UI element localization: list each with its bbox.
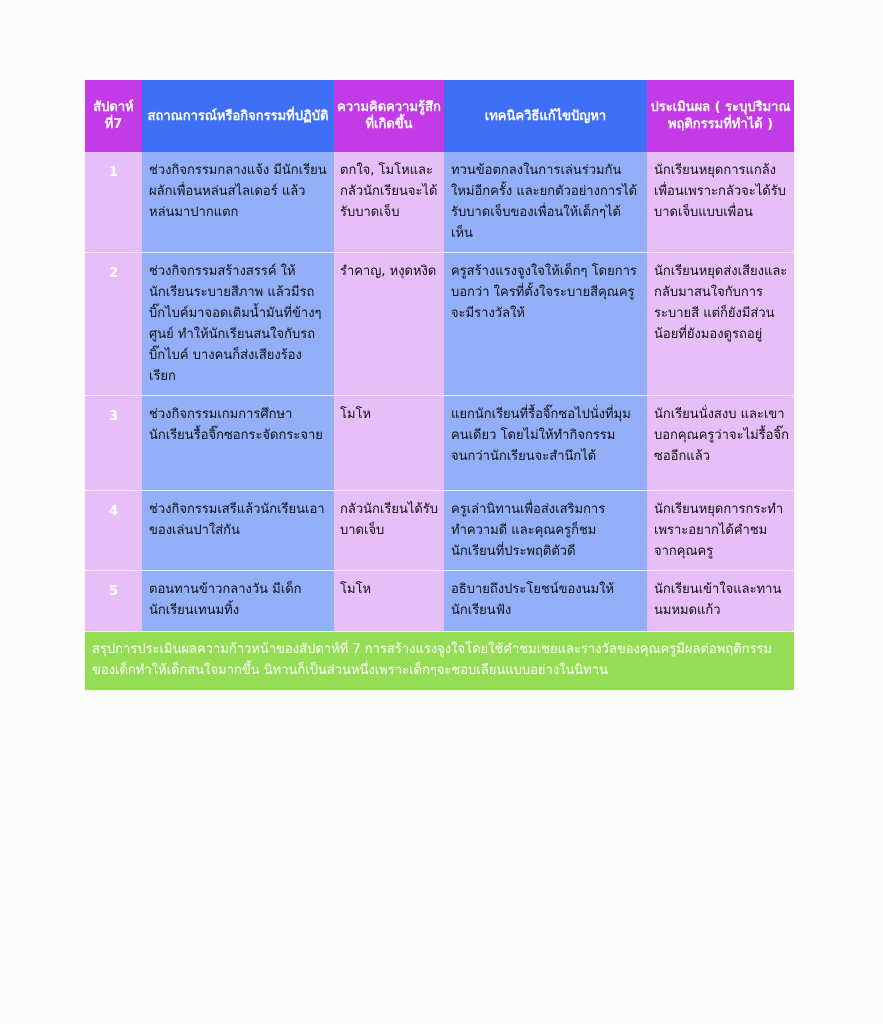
feeling-cell: กลัวนักเรียนได้รับบาดเจ็บ [334,491,444,571]
evaluation-cell: นักเรียนหยุดการแกล้งเพื่อนเพราะกลัวจะได้รับบาดเจ็บแบบเพื่อน [647,152,794,253]
feeling-cell: โมโห [334,571,444,632]
technique-cell: แยกนักเรียนที่รื้อจิ๊กซอไปนั่งที่มุมคนเดียว โดยไม่ให้ทำกิจกรรม จนกว่านักเรียนจะสำนึกได้ [444,396,647,491]
situation-cell: ตอนทานข้าวกลางวัน มีเด็กนักเรียนเทนมทิ้ง [142,571,334,632]
feeling-cell: โมโห [334,396,444,491]
table-row [85,152,794,253]
row-number: 5 [85,571,142,632]
feeling-cell: ตกใจ, โมโหและกลัวนักเรียนจะได้รับบาดเจ็บ [334,152,444,253]
technique-cell: ทวนข้อตกลงในการเล่นร่วมกันใหม่อีกครั้ง และยกตัวอย่างการได้รับบาดเจ็บของเพื่อนให้เด็กๆได้เห็น [444,152,647,253]
row-number: 2 [85,253,142,396]
header-evaluation: ประเมินผล ( ระบุปริมาณพฤติกรรมที่ทำได้ ) [647,80,794,152]
situation-cell: ช่วงกิจกรรมเสรีแล้วนักเรียนเอาของเล่นปาใส่กัน [142,491,334,571]
row-number: 4 [85,491,142,571]
header-feeling: ความคิดความรู้สึกที่เกิดขึ้น [334,80,444,152]
technique-cell: ครูเล่านิทานเพื่อส่งเสริมการทำความดี และคุณครูก็ชมนักเรียนที่ประพฤติตัวดี [444,491,647,571]
table-row [85,253,794,396]
evaluation-cell: นักเรียนนั่งสงบ และเขาบอกคุณครูว่าจะไม่รื้อจิ๊กซออีกแล้ว [647,396,794,491]
table-row [85,491,794,571]
table-row [85,396,794,491]
situation-cell: ช่วงกิจกรรมสร้างสรรค์ ให้นักเรียนระบายสีภาพ แล้วมีรถบิ๊กไบค์มาจอดเติมน้ำมันที่ข้างๆศูนย์ ทำให้นักเรียนสนใจกับรถบิ๊กไบค์ บางคนก็ส่งเสียงร้องเรียก [142,253,334,396]
situation-cell: ช่วงกิจกรรมเกมการศึกษา นักเรียนรื้อจิ๊กซอกระจัดกระจาย [142,396,334,491]
evaluation-cell: นักเรียนเข้าใจและทานนมหมดแก้ว [647,571,794,632]
row-number: 3 [85,396,142,491]
row-number: 1 [85,152,142,253]
situation-cell: ช่วงกิจกรรมกลางแจ้ง มีนักเรียนผลักเพื่อนหล่นสไลเดอร์ แล้วหล่นมาปากแตก [142,152,334,253]
evaluation-cell: นักเรียนหยุดส่งเสียงและกลับมาสนใจกับการระบายสี แต่ก็ยังมีส่วนน้อยที่ยังมองดูรถอยู่ [647,253,794,396]
header-week: สัปดาห์ที่7 [85,80,142,152]
evaluation-cell: นักเรียนหยุดการกระทำเพราะอยากได้คำชมจากคุณครู [647,491,794,571]
technique-cell: ครูสร้างแรงจูงใจให้เด็กๆ โดยการบอกว่า ใครที่ตั้งใจระบายสีคุณครูจะมีรางวัลให้ [444,253,647,396]
feeling-cell: รำคาญ, หงุดหงิด [334,253,444,396]
header-technique: เทคนิควิธีแก้ไขปัญหา [444,80,647,152]
header-situation: สถาณการณ์หรือกิจกรรมที่ปฏิบัติ [142,80,334,152]
weekly-report-table [85,80,794,632]
technique-cell: อธิบายถึงประโยชน์ของนมให้นักเรียนฟัง [444,571,647,632]
table-row [85,571,794,632]
summary-box: สรุปการประเมินผลความก้าวหน้าของสัปดาห์ที่ 7 การสร้างแรงจูงใจโดยใช้คำชมเชยและรางวัลของคุณครูมีผลต่อพฤติกรรมของเด็กทำให้เด็กสนใจมากขึ้น นิทานก็เป็นส่วนหนึ่งเพราะเด็กๆจะชอบเลียนแบบอย่างในนิทาน [85,632,794,690]
header-row [85,80,794,152]
report-page [85,80,794,690]
